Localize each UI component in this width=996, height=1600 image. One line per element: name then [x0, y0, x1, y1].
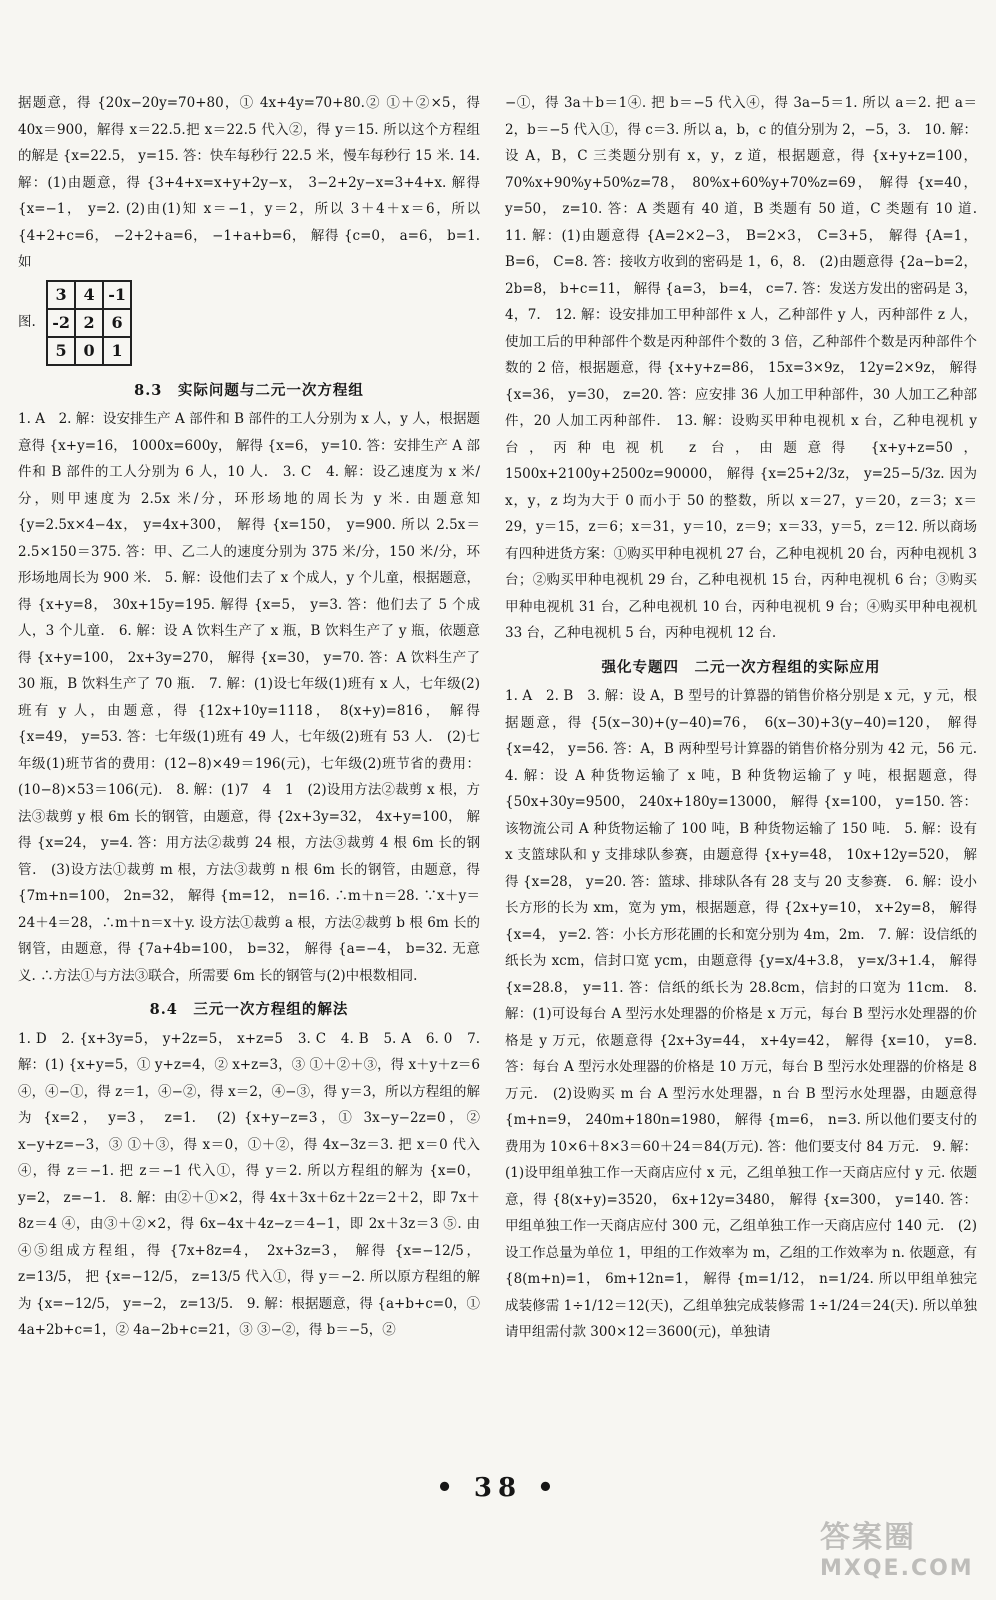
answer-paragraph: 1. A 2. B 3. 解：设 A，B 型号的计算器的销售价格分别是 x 元，y 元，根据题意，得 {5(x−30)+(y−40)=76， 6(x−30)+3(y−40)=120， 解得 {x=42， y=56. 答：A，B 两种型号计算器的销售价格分别为 42 元，56 元. 4. 解：设 A 种货物运输了 x 吨，B 种货物运输了 y 吨，根据题意，得 {50x+30y=9500， 240x+180y=13000， 解得 {x=100， y=150. 答：该物流公司 A 种货物运输了 100 吨，B 种货物运输了 150 吨. 5. 解：设有 x 支篮球队和 y 支排球队参赛，由题意得 {x+y=48， 10x+12y=520， 解得 {x=28， y=20. 答：篮球、排球队各有 28 支与 20 支参赛. 6. 解：设小长方形的长为 xm，宽为 ym，根据题意，得 {2x+y=10， x+2y=8， 解得 {x=4， y=2. 答：小长方形花圃的长和宽分别为 4m，2m. 7. 解：设信纸的纸长为 xcm，信封口宽 ycm，由题意得 {y=x/4+3.8， y=x/3+1.4， 解得 {x=28.8， y=11. 答：信纸的纸长为 28.8cm，信封的口宽为 11cm. 8. 解：(1)可设每台 A 型污水处理器的价格是 x 万元，每台 B 型污水处理器的价格是 y 万元，依题意得 {2x+3y=44， x+4y=42， 解得 {x=10， y=8. 答：每台 A 型污水处理器的价格是 10 万元，每台 B 型污水处理器的价格是 8 万元. (2)设购买 m 台 A 型污水处理器，n 台 B 型污水处理器，由题意得 {m+n=9， 240m+180n=1980， 解得 {m=6， n=3. 所以他们要支付的费用为 10×6＋8×3＝60＋24＝84(万元). 答：他们要支付 84 万元. 9. 解：(1)设甲组单独工作一天商店应付 x 元，乙组单独工作一天商店应付 y 元. 依题意，得 {8(x+y)=3520， 6x+12y=3480， 解得 {x=300， y=140. 答：甲组单独工作一天商店应付 300 元，乙组单独工作一天商店应付 140 元. (2)设工作总量为单位 1，甲组的工作效率为 m，乙组的工作效率为 n. 依题意，有 {8(m+n)=1， 6m+12n=1， 解得 {m=1/12， n=1/24. 所以甲组单独完成装修需 1÷1/12＝12(天)，乙组单独完成装修需 1÷1/24＝24(天). 所以单独请甲组需付款 300×12＝3600(元)，单独请 [505, 688, 991, 1340]
grid-cell: 4 [75, 281, 103, 309]
grid-cell: 6 [103, 309, 131, 337]
grid-row [47, 337, 131, 365]
magic-square-grid [46, 280, 132, 366]
grid-cell: 0 [75, 337, 103, 365]
answer-paragraph: −①，得 3a＋b＝1④. 把 b＝−5 代入④，得 3a−5＝1. 所以 a＝2. 把 a＝2，b＝−5 代入①，得 c＝3. 所以 a，b，c 的值分别为 2，−5，3. 10. 解：设 A，B，C 三类题分别有 x，y，z 道，根据题意，得 {x+y+z=100， 70%x+90%y+50%z=78， 80%x+60%y+70%z=69， 解得 {x=40， y=50， z=10. 答：A 类题有 40 道，B 类题有 50 道，C 类题有 10 道. 11. 解：(1)由题意得 {A=2×2−3， B=2×3， C=3+5， 解得 {A=1， B=6， C=8. 答：接收方收到的密码是 1，6，8. (2)由题意得 {2a−b=2， 2b=8， b+c=11， 解得 {a=3， b=4， c=7. 答：发送方发出的密码是 3，4，7. 12. 解：设安排加工甲种部件 x 人，乙种部件 y 人，丙种部件 z 人，使加工后的甲种部件个数是丙种部件个数的 3 倍，乙种部件个数是丙种部件个数的 2 倍，根据题意，得 {x+y+z=86， 15x=3×9z， 12y=2×9z， 解得 {x=36， y=30， z=20. 答：应安排 36 人加工甲种部件，30 人加工乙种部件，20 人加工丙种部件. 13. 解：设购买甲种电视机 x 台，乙种电视机 y 台，丙种电视机 z 台，由题意得 {x+y+z=50， 1500x+2100y+2500z=90000， 解得 {x=25+2/3z， y=25−5/3z. 因为 x，y，z 均为大于 0 而小于 50 的整数，所以 x＝27，y＝20，z＝3；x＝29，y＝15，z＝6；x＝31，y＝10，z＝9；x＝33，y＝5，z＝12. 所以商场有四种进货方案：①购买甲种电视机 27 台，乙种电视机 20 台，丙种电视机 3 台；②购买甲种电视机 29 台，乙种电视机 15 台，丙种电视机 6 台；③购买甲种电视机 31 台，乙种电视机 10 台，丙种电视机 9 台；④购买甲种电视机 33 台，乙种电视机 5 台，丙种电视机 12 台. [505, 95, 991, 641]
grid-cell: 3 [47, 281, 75, 309]
watermark-domain: MXQE.COM [820, 1556, 974, 1581]
grid-cell: 5 [47, 337, 75, 365]
grid-row [47, 309, 131, 337]
magic-square-figure [18, 276, 480, 370]
left-column [18, 90, 480, 1344]
right-column [505, 90, 991, 1346]
answer-paragraph: 据题意，得 {20x−20y=70+80，① 4x+4y=70+80.② ①＋②×5，得 40x＝900，解得 x＝22.5.把 x＝22.5 代入②，得 y＝15. 所以这个方程组的解是 {x=22.5， y=15. 答：快车每秒行 22.5 米，慢车每秒行 15 米. 14. 解：(1)由题意，得 {3+4+x=x+y+2y−x， 3−2+2y−x=3+4+x. 解得 {x=−1， y=2. (2)由(1)知 x＝−1，y＝2，所以 3＋4＋x＝6，所以 {4+2+c=6， −2+2+a=6， −1+a+b=6， 解得 {c=0， a=6， b=1. 如 [18, 95, 480, 270]
watermark-text: 答案圈 [820, 1520, 916, 1555]
section-heading: 强化专题四 二元一次方程组的实际应用 [601, 658, 881, 676]
figure-label: 图. [18, 314, 36, 331]
watermark-logo [820, 1520, 980, 1590]
answer-paragraph: 1. A 2. 解：设安排生产 A 部件和 B 部件的工人分别为 x 人，y 人，根据题意得 {x+y=16， 1000x=600y， 解得 {x=6， y=10. 答：安排生产 A 部件和 B 部件的工人分别为 6 人，10 人. 3. C 4. 解：设乙速度为 x 米/分，则甲速度为 2.5x 米/分，环形场地的周长为 y 米. 由题意知 {y=2.5x×4−4x， y=4x+300， 解得 {x=150， y=900. 所以 2.5x＝2.5×150＝375. 答：甲、乙二人的速度分别为 375 米/分，150 米/分，环形场地周长为 900 米. 5. 解：设他们去了 x 个成人，y 个儿童，根据题意，得 {x+y=8， 30x+15y=195. 解得 {x=5， y=3. 答：他们去了 5 个成人，3 个儿童. 6. 解：设 A 饮料生产了 x 瓶，B 饮料生产了 y 瓶，依题意得 {x+y=100， 2x+3y=270， 解得 {x=30， y=70. 答：A 饮料生产了 30 瓶，B 饮料生产了 70 瓶. 7. 解：(1)设七年级(1)班有 x 人，七年级(2)班有 y 人，由题意，得 {12x+10y=1118， 8(x+y)=816， 解得 {x=49， y=53. 答：七年级(1)班有 49 人，七年级(2)班有 53 人. (2)七年级(1)班节省的费用：(12−8)×49＝196(元)，七年级(2)班节省的费用：(10−8)×53＝106(元). 8. 解：(1)7 4 1 (2)设用方法②裁剪 x 根，方法③裁剪 y 根 6m 长的钢管，由题意，得 {2x+3y=32， 4x+y=100， 解得 {x=24， y=4. 答：用方法②裁剪 24 根，方法③裁剪 4 根 6m 长的钢管. (3)设方法①裁剪 m 根，方法③裁剪 n 根 6m 长的钢管，由题意，得 {7m+n=100， 2n=32， 解得 {m=12， n=16. ∴m＋n＝28. ∵x＋y＝24＋4＝28，∴m＋n＝x＋y. 设方法①裁剪 a 根，方法②裁剪 b 根 6m 长的钢管，由题意，得 {7a+4b=100， b=32， 解得 {a=−4， b=32. 无意义. ∴方法①与方法③联合，所需要 6m 长的钢管与(2)中根数相同. [18, 411, 480, 984]
grid-row [47, 281, 131, 309]
answer-paragraph: 1. D 2. {x+3y=5， y+2z=5， x+z=5 3. C 4. B 5. A 6. 0 7. 解：(1) {x+y=5，① y+z=4，② x+z=3，③ ①＋②＋③，得 x＋y＋z＝6 ④，④−①，得 z＝1，④−②，得 x＝2，④−③，得 y＝3，所以方程组的解为 {x=2， y=3， z=1. (2) {x+y−z=3，① 3x−y−2z=0，② x−y+z=−3，③ ①＋③，得 x＝0，①＋②，得 4x−3z＝3. 把 x＝0 代入④，得 z＝−1. 把 z＝−1 代入①，得 y＝2. 所以方程组的解为 {x=0， y=2， z=−1. 8. 解：由②＋①×2，得 4x＋3x＋6z＋2z＝2＋2，即 7x＋8z＝4 ④，由③＋②×2，得 6x−4x＋4z−z＝4−1，即 2x＋3z＝3 ⑤. 由④⑤组成方程组，得 {7x+8z=4， 2x+3z=3， 解得 {x=−12/5， z=13/5， 把 {x=−12/5， z=13/5 代入①，得 y＝−2. 所以原方程组的解为 {x=−12/5， y=−2， z=13/5. 9. 解：根据题意，得 {a+b+c=0，① 4a+2b+c=1，② 4a−2b+c=21，③ ③−②，得 b＝−5，② [18, 1030, 480, 1338]
section-heading: 8.3 实际问题与二元一次方程组 [134, 381, 364, 399]
section-heading: 8.4 三元一次方程组的解法 [149, 1001, 349, 1018]
grid-cell: 2 [75, 309, 103, 337]
page-number: • 38 • [436, 1473, 560, 1503]
grid-cell: -1 [103, 281, 131, 309]
grid-cell: -2 [47, 309, 75, 337]
grid-cell: 1 [103, 337, 131, 365]
